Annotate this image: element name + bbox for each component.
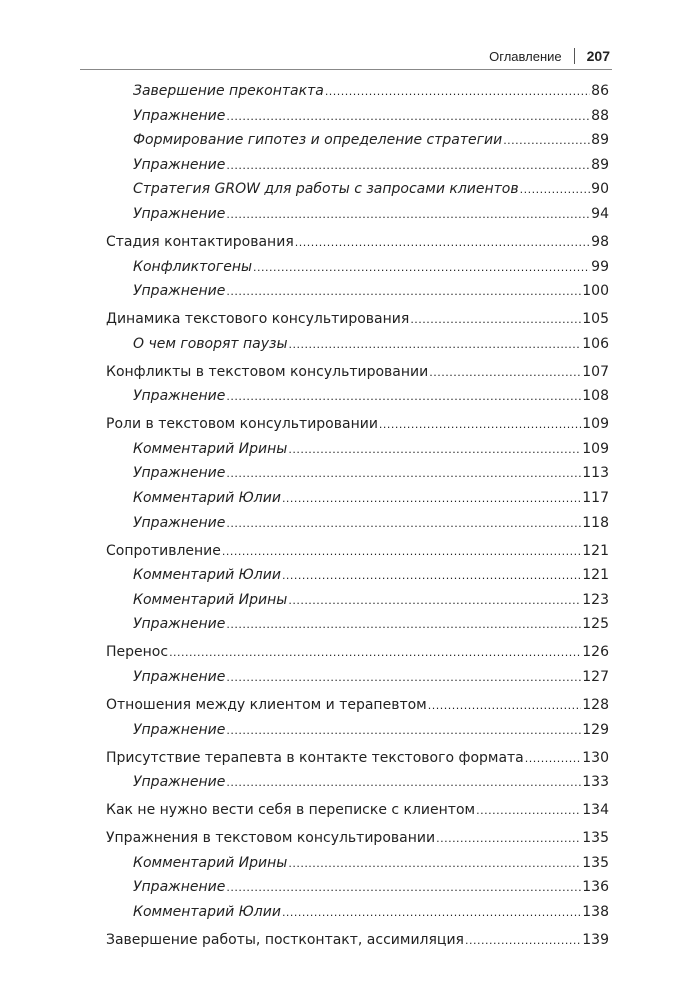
entry-page: 135 xyxy=(582,854,609,871)
toc-entry[interactable] xyxy=(106,928,609,953)
toc-subentry[interactable] xyxy=(106,79,609,104)
entry-title: Комментарий Юлии xyxy=(133,567,281,584)
dot-leader xyxy=(525,747,582,771)
entry-title: Упражнение xyxy=(133,156,226,173)
toc-subentry[interactable] xyxy=(106,511,609,536)
toc-entry[interactable] xyxy=(106,412,609,437)
header-divider xyxy=(574,48,575,64)
dot-leader xyxy=(295,231,590,255)
toc-subentry[interactable] xyxy=(106,437,609,462)
toc-subentry[interactable] xyxy=(106,851,609,876)
dot-leader xyxy=(169,641,581,665)
toc-entry[interactable] xyxy=(106,230,609,255)
toc-subentry[interactable] xyxy=(106,279,609,304)
entry-page: 126 xyxy=(582,644,609,661)
entry-page: 118 xyxy=(582,514,609,531)
entry-title: Упражнение xyxy=(133,205,226,222)
toc-subentry[interactable] xyxy=(106,588,609,613)
page-number: 207 xyxy=(586,48,610,64)
entry-page: 135 xyxy=(582,830,609,847)
entry-page: 100 xyxy=(582,283,609,300)
entry-title: Комментарий Юлии xyxy=(133,490,281,507)
dot-leader xyxy=(226,719,581,743)
entry-title: Стадия контактирования xyxy=(106,233,294,250)
toc-entry[interactable] xyxy=(106,826,609,851)
dot-leader xyxy=(282,487,581,511)
toc-group xyxy=(106,826,609,924)
dot-leader xyxy=(289,333,582,357)
dot-leader xyxy=(282,564,581,588)
toc-entry[interactable] xyxy=(106,746,609,771)
entry-title: Формирование гипотез и определение стратегии xyxy=(133,132,503,149)
entry-title: Упражнение xyxy=(133,465,226,482)
toc-entry[interactable] xyxy=(106,798,609,823)
entry-title: Упражнение xyxy=(133,388,226,405)
entry-title: Стратегия GROW для работы с запросами клиентов xyxy=(133,181,519,198)
dot-leader xyxy=(226,154,590,178)
entry-title: Роли в текстовом консультировании xyxy=(106,416,378,433)
table-of-contents xyxy=(106,79,609,952)
dot-leader xyxy=(226,512,581,536)
dot-leader xyxy=(503,129,590,153)
toc-group xyxy=(106,746,609,795)
section-title: Оглавление xyxy=(489,48,562,64)
entry-title: Динамика текстового консультирования xyxy=(106,311,410,328)
entry-page: 139 xyxy=(582,931,609,948)
toc-subentry[interactable] xyxy=(106,612,609,637)
dot-leader xyxy=(226,613,581,637)
toc-group xyxy=(106,307,609,356)
dot-leader xyxy=(253,256,590,280)
entry-page: 133 xyxy=(582,774,609,791)
toc-group xyxy=(106,539,609,637)
toc-group xyxy=(106,693,609,742)
dot-leader xyxy=(436,827,581,851)
entry-title: Упражнение xyxy=(133,514,226,531)
entry-page: 94 xyxy=(591,205,609,222)
dot-leader xyxy=(379,413,581,437)
entry-page: 86 xyxy=(591,83,609,99)
entry-title: Упражнение xyxy=(133,879,226,896)
dot-leader xyxy=(325,80,590,104)
toc-subentry[interactable] xyxy=(106,202,609,227)
toc-subentry[interactable] xyxy=(106,875,609,900)
entry-page: 98 xyxy=(591,233,609,250)
dot-leader xyxy=(222,540,581,564)
dot-leader xyxy=(429,361,581,385)
entry-page: 134 xyxy=(582,802,609,819)
dot-leader xyxy=(288,589,581,613)
entry-page: 117 xyxy=(582,490,609,507)
entry-page: 129 xyxy=(582,721,609,738)
entry-page: 136 xyxy=(582,879,609,896)
toc-entry[interactable] xyxy=(106,640,609,665)
entry-title: Завершение преконтакта xyxy=(133,83,324,99)
entry-title: Присутствие терапевта в контакте текстового формата xyxy=(106,749,524,766)
entry-page: 99 xyxy=(591,258,609,275)
toc-subentry[interactable] xyxy=(106,718,609,743)
dot-leader xyxy=(288,852,581,876)
entry-title: Перенос xyxy=(106,644,169,661)
entry-title: Комментарий Ирины xyxy=(133,854,288,871)
dot-leader xyxy=(226,105,590,129)
entry-title: Завершение работы, постконтакт, ассимиляция xyxy=(106,931,464,948)
toc-group xyxy=(106,412,609,535)
entry-title: Как не нужно вести себя в переписке с клиентом xyxy=(106,802,476,819)
toc-subentry[interactable] xyxy=(106,153,609,178)
toc-entry[interactable] xyxy=(106,360,609,385)
entry-title: Упражнение xyxy=(133,669,226,685)
toc-entry[interactable] xyxy=(106,539,609,564)
entry-page: 121 xyxy=(582,567,609,584)
toc-group xyxy=(106,230,609,304)
dot-leader xyxy=(226,385,581,409)
dot-leader xyxy=(226,462,581,486)
entry-page: 109 xyxy=(582,440,609,457)
entry-page: 121 xyxy=(582,542,609,559)
entry-page: 127 xyxy=(582,669,609,685)
entry-title: Сопротивление xyxy=(106,542,221,559)
entry-title: Упражнение xyxy=(133,107,226,124)
entry-title: Конфликтогены xyxy=(133,258,253,275)
toc-subentry[interactable] xyxy=(106,900,609,925)
toc-group xyxy=(106,798,609,823)
dot-leader xyxy=(226,876,581,900)
entry-page: 88 xyxy=(591,107,609,124)
toc-subentry[interactable] xyxy=(106,384,609,409)
toc-subentry[interactable] xyxy=(106,332,609,357)
entry-title: Упражнения в текстовом консультировании xyxy=(106,830,436,847)
entry-page: 138 xyxy=(582,903,609,920)
entry-title: Конфликты в текстовом консультировании xyxy=(106,363,429,380)
dot-leader xyxy=(288,438,581,462)
entry-page: 125 xyxy=(582,616,609,633)
entry-title: Упражнение xyxy=(133,721,226,738)
entry-title: Отношения между клиентом и терапевтом xyxy=(106,696,427,713)
toc-subentry[interactable] xyxy=(106,770,609,795)
toc-subentry[interactable] xyxy=(106,461,609,486)
entry-title: Комментарий Ирины xyxy=(133,591,288,608)
entry-page: 89 xyxy=(591,156,609,173)
toc-group xyxy=(106,928,609,953)
running-header xyxy=(489,48,610,64)
dot-leader xyxy=(520,178,591,202)
entry-page: 90 xyxy=(591,181,609,198)
entry-title: Упражнение xyxy=(133,283,226,300)
entry-title: О чем говорят паузы xyxy=(133,335,288,352)
entry-page: 107 xyxy=(582,363,609,380)
dot-leader xyxy=(226,280,581,304)
dot-leader xyxy=(226,203,590,227)
entry-page: 130 xyxy=(582,749,609,766)
dot-leader xyxy=(226,666,581,690)
dot-leader xyxy=(465,929,581,953)
toc-subentry[interactable] xyxy=(106,104,609,129)
dot-leader xyxy=(410,308,581,332)
toc-group xyxy=(106,360,609,409)
entry-page: 123 xyxy=(582,591,609,608)
toc-subentry[interactable] xyxy=(106,486,609,511)
entry-page: 113 xyxy=(582,465,609,482)
entry-page: 106 xyxy=(582,335,609,352)
header-rule xyxy=(80,69,612,70)
entry-page: 105 xyxy=(582,311,609,328)
entry-title: Комментарий Юлии xyxy=(133,903,281,920)
entry-page: 89 xyxy=(591,132,609,149)
dot-leader xyxy=(476,799,581,823)
toc-entry[interactable] xyxy=(106,693,609,718)
entry-title: Упражнение xyxy=(133,616,226,633)
toc-subentry[interactable] xyxy=(106,128,609,153)
entry-title: Упражнение xyxy=(133,774,226,791)
toc-subentry[interactable] xyxy=(106,665,609,690)
toc-group xyxy=(106,640,609,689)
dot-leader xyxy=(428,694,582,718)
entry-page: 109 xyxy=(582,416,609,433)
entry-page: 128 xyxy=(582,696,609,713)
toc-group xyxy=(106,79,609,227)
toc-subentry[interactable] xyxy=(106,563,609,588)
entry-page: 108 xyxy=(582,388,609,405)
dot-leader xyxy=(226,771,581,795)
entry-title: Комментарий Ирины xyxy=(133,440,288,457)
toc-subentry[interactable] xyxy=(106,177,609,202)
dot-leader xyxy=(282,901,581,925)
toc-subentry[interactable] xyxy=(106,255,609,280)
toc-entry[interactable] xyxy=(106,307,609,332)
